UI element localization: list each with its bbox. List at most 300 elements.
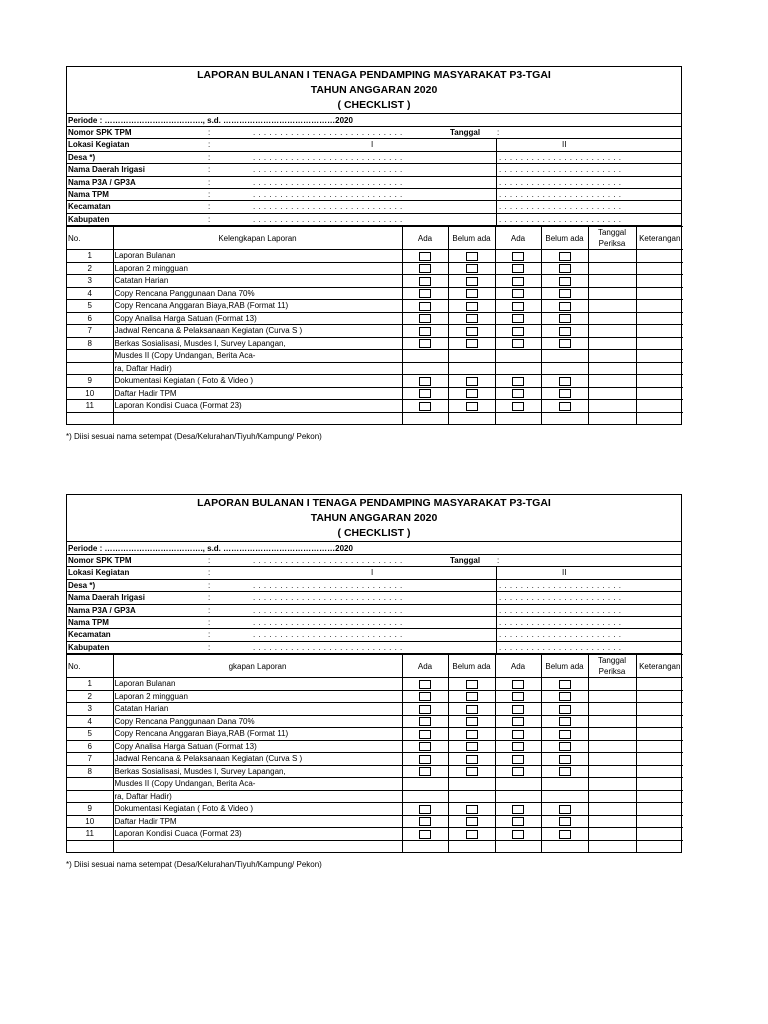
column-divider: [496, 214, 497, 225]
tpm-field-1[interactable]: . . . . . . . . . . . . . . . . . . . . . . . . . . . .: [253, 617, 403, 627]
desa-field-1[interactable]: . . . . . . . . . . . . . . . . . . . . . . . . . . . .: [253, 152, 403, 162]
checkbox-cell: [448, 815, 495, 828]
item-number: 11: [67, 828, 113, 841]
checkbox[interactable]: [466, 755, 478, 764]
table-row: [67, 715, 683, 728]
checkbox-cell: [402, 728, 448, 741]
nomor-spk-field[interactable]: . . . . . . . . . . . . . . . . . . . . . . . . . . . .: [253, 556, 403, 565]
checkbox[interactable]: [466, 817, 478, 826]
keterangan-cell[interactable]: [636, 690, 683, 703]
kabupaten-field-1[interactable]: . . . . . . . . . . . . . . . . . . . . . . . . . . . .: [253, 642, 403, 652]
item-label: Laporan 2 mingguan: [113, 690, 402, 703]
item-label: ra, Daftar Hadir): [113, 362, 402, 375]
checkbox[interactable]: [419, 402, 431, 411]
item-label: Laporan Kondisi Cuaca (Format 23): [113, 828, 402, 841]
checkbox-cell: [495, 703, 541, 716]
keterangan-cell[interactable]: [636, 400, 683, 413]
checkbox-cell: [541, 803, 588, 816]
checkbox[interactable]: [466, 680, 478, 689]
p3a-field-1[interactable]: . . . . . . . . . . . . . . . . . . . . . . . . . . . .: [253, 605, 403, 615]
checkbox[interactable]: [419, 755, 431, 764]
checkbox[interactable]: [512, 755, 524, 764]
kecamatan-row: [67, 629, 681, 641]
checkbox[interactable]: [419, 302, 431, 311]
column-divider: [496, 605, 497, 616]
checkbox[interactable]: [466, 264, 478, 273]
column-divider: [496, 642, 497, 653]
lokasi-row: [67, 567, 681, 579]
keterangan-cell[interactable]: [636, 325, 683, 338]
tanggal-periksa-cell[interactable]: [588, 300, 636, 313]
checkbox[interactable]: [512, 830, 524, 839]
kecamatan-field-1[interactable]: . . . . . . . . . . . . . . . . . . . . . . . . . . . .: [253, 630, 403, 640]
column-divider: [496, 201, 497, 212]
checkbox[interactable]: [559, 377, 571, 386]
keterangan-cell[interactable]: [636, 350, 683, 363]
checkbox[interactable]: [466, 717, 478, 726]
item-label: Catatan Harian: [113, 703, 402, 716]
p3a-field-2[interactable]: . . . . . . . . . . . . . . . . . . . . . . .: [499, 177, 622, 187]
checkbox-cell: [495, 778, 541, 791]
checkbox-cell: [495, 790, 541, 803]
keterangan-cell[interactable]: [636, 275, 683, 288]
checkbox[interactable]: [419, 730, 431, 739]
tpm-label: Nama TPM: [68, 617, 109, 627]
checkbox[interactable]: [466, 327, 478, 336]
form-subtitle: ( CHECKLIST ): [67, 98, 681, 114]
kecamatan-field-2[interactable]: . . . . . . . . . . . . . . . . . . . . . . .: [499, 630, 622, 640]
nomor-spk-row: [67, 127, 681, 139]
keterangan-cell[interactable]: [636, 778, 683, 791]
checkbox[interactable]: [466, 805, 478, 814]
colon: :: [208, 202, 211, 212]
tanggal-periksa-cell[interactable]: [588, 765, 636, 778]
checkbox[interactable]: [512, 302, 524, 311]
checkbox[interactable]: [419, 314, 431, 323]
checkbox-cell: [495, 275, 541, 288]
checkbox-cell: [495, 325, 541, 338]
table-row: [67, 400, 683, 413]
tpm-field-2[interactable]: . . . . . . . . . . . . . . . . . . . . . . .: [499, 189, 622, 199]
column-divider: [496, 617, 497, 628]
keterangan-cell[interactable]: [636, 300, 683, 313]
form-title: LAPORAN BULANAN I TENAGA PENDAMPING MASYARAKAT P3-TGAI: [197, 69, 551, 81]
table-row: [67, 690, 683, 703]
tanggal-periksa-cell[interactable]: [588, 690, 636, 703]
checkbox[interactable]: [419, 252, 431, 261]
checkbox[interactable]: [512, 730, 524, 739]
checkbox[interactable]: [419, 717, 431, 726]
column-divider: [496, 592, 497, 603]
p3a-label: Nama P3A / GP3A: [68, 177, 136, 187]
checkbox-cell: [448, 740, 495, 753]
item-label: Daftar Hadir TPM: [113, 815, 402, 828]
tanggal-periksa-cell[interactable]: [588, 728, 636, 741]
form-year: TAHUN ANGGARAN 2020: [310, 84, 438, 96]
table-row: [67, 753, 683, 766]
checkbox[interactable]: [512, 805, 524, 814]
checkbox[interactable]: [559, 767, 571, 776]
checkbox-cell: [448, 325, 495, 338]
tanggal-periksa-cell[interactable]: [588, 275, 636, 288]
item-label: Laporan Bulanan: [113, 678, 402, 691]
checkbox-cell: [541, 778, 588, 791]
checkbox-cell: [541, 300, 588, 313]
checkbox[interactable]: [559, 680, 571, 689]
checkbox[interactable]: [419, 289, 431, 298]
tanggal-periksa-cell[interactable]: [588, 250, 636, 263]
checkbox-cell: [448, 412, 495, 424]
daerah-row: [67, 164, 681, 176]
periode-field[interactable]: Periode : ………………………………., s.d. ……………………………………2020: [68, 544, 353, 553]
checkbox-cell: [402, 325, 448, 338]
daerah-field-2[interactable]: . . . . . . . . . . . . . . . . . . . . . . .: [499, 165, 622, 175]
keterangan-cell[interactable]: [636, 387, 683, 400]
keterangan-cell[interactable]: [636, 753, 683, 766]
keterangan-cell[interactable]: [636, 803, 683, 816]
checkbox-cell: [448, 840, 495, 852]
checkbox[interactable]: [466, 692, 478, 701]
checkbox[interactable]: [559, 717, 571, 726]
checkbox[interactable]: [466, 314, 478, 323]
checkbox[interactable]: [559, 252, 571, 261]
table-row: [67, 828, 683, 841]
keterangan-cell[interactable]: [636, 362, 683, 375]
checkbox[interactable]: [419, 692, 431, 701]
tpm-field-2[interactable]: . . . . . . . . . . . . . . . . . . . . . . .: [499, 617, 622, 627]
checkbox-cell: [495, 715, 541, 728]
kabupaten-field-1[interactable]: . . . . . . . . . . . . . . . . . . . . . . . . . . . .: [253, 214, 403, 224]
tanggal-periksa-cell[interactable]: [588, 337, 636, 350]
tpm-row: [67, 617, 681, 629]
keterangan-cell[interactable]: [636, 828, 683, 841]
checkbox[interactable]: [466, 289, 478, 298]
checkbox[interactable]: [512, 264, 524, 273]
checkbox[interactable]: [419, 680, 431, 689]
checkbox[interactable]: [466, 705, 478, 714]
p3a-field-1[interactable]: . . . . . . . . . . . . . . . . . . . . . . . . . . . .: [253, 177, 403, 187]
checkbox[interactable]: [419, 264, 431, 273]
checkbox[interactable]: [419, 389, 431, 398]
daerah-field-1[interactable]: . . . . . . . . . . . . . . . . . . . . . . . . . . . .: [253, 165, 403, 175]
colon: :: [497, 556, 500, 565]
checkbox[interactable]: [512, 339, 524, 348]
colon: :: [208, 128, 211, 137]
checkbox[interactable]: [512, 314, 524, 323]
checkbox-cell: [448, 337, 495, 350]
checkbox-cell: [495, 753, 541, 766]
item-label: Jadwal Rencana & Pelaksanaan Kegiatan (Curva S ): [113, 325, 402, 338]
table-row: [67, 678, 683, 691]
keterangan-cell[interactable]: [636, 703, 683, 716]
checkbox[interactable]: [512, 767, 524, 776]
colon: :: [497, 128, 500, 137]
checkbox[interactable]: [466, 742, 478, 751]
checkbox-cell: [402, 400, 448, 413]
checkbox[interactable]: [419, 327, 431, 336]
checkbox-cell: [448, 803, 495, 816]
kabupaten-field-2[interactable]: . . . . . . . . . . . . . . . . . . . . . . .: [499, 642, 622, 652]
checkbox-cell: [495, 400, 541, 413]
table-row: [67, 337, 683, 350]
column-divider: [496, 139, 497, 150]
tanggal-periksa-cell[interactable]: [588, 350, 636, 363]
checkbox-cell: [541, 325, 588, 338]
checkbox[interactable]: [559, 302, 571, 311]
checkbox[interactable]: [559, 692, 571, 701]
checkbox-cell: [402, 300, 448, 313]
location-two-label: II: [562, 568, 567, 578]
ada-column-header-2: Ada: [495, 227, 541, 250]
location-two-label: II: [562, 140, 567, 150]
keterangan-cell[interactable]: [636, 250, 683, 263]
item-number: 7: [67, 325, 113, 338]
table-row: [67, 387, 683, 400]
keterangan-cell[interactable]: [636, 765, 683, 778]
checkbox[interactable]: [512, 327, 524, 336]
colon: :: [208, 556, 211, 565]
checkbox[interactable]: [559, 277, 571, 286]
item-number: 9: [67, 375, 113, 388]
checkbox[interactable]: [559, 289, 571, 298]
checkbox[interactable]: [559, 339, 571, 348]
table-row: [67, 765, 683, 778]
checkbox-cell: [448, 703, 495, 716]
item-label: [113, 840, 402, 852]
item-label: Dokumentasi Kegiatan ( Foto & Video ): [113, 375, 402, 388]
checkbox-cell: [402, 703, 448, 716]
keterangan-cell[interactable]: [636, 790, 683, 803]
desa-field-2[interactable]: . . . . . . . . . . . . . . . . . . . . . . .: [499, 152, 622, 162]
nomor-spk-label: Nomor SPK TPM: [68, 128, 132, 137]
tanggal-periksa-cell[interactable]: [588, 815, 636, 828]
item-number: 7: [67, 753, 113, 766]
checkbox[interactable]: [419, 805, 431, 814]
checkbox[interactable]: [466, 730, 478, 739]
tanggal-periksa-cell[interactable]: [588, 325, 636, 338]
form-year: TAHUN ANGGARAN 2020: [310, 512, 438, 524]
checkbox[interactable]: [512, 692, 524, 701]
checkbox-cell: [448, 275, 495, 288]
checkbox-cell: [541, 728, 588, 741]
table-row: [67, 412, 683, 424]
checkbox-cell: [402, 412, 448, 424]
keterangan-cell[interactable]: [636, 678, 683, 691]
checkbox-cell: [448, 262, 495, 275]
checkbox-cell: [448, 300, 495, 313]
checkbox[interactable]: [559, 327, 571, 336]
tanggal-periksa-cell[interactable]: [588, 312, 636, 325]
tanggal-periksa-cell[interactable]: [588, 262, 636, 275]
tanggal-periksa-cell[interactable]: [588, 740, 636, 753]
checkbox[interactable]: [466, 830, 478, 839]
tanggal-periksa-cell[interactable]: [588, 703, 636, 716]
checkbox-cell: [495, 312, 541, 325]
keterangan-cell[interactable]: [636, 412, 683, 424]
colon: :: [208, 165, 211, 175]
checkbox[interactable]: [512, 742, 524, 751]
checklist-table: [67, 654, 683, 852]
table-row: [67, 815, 683, 828]
checkbox[interactable]: [419, 277, 431, 286]
checkbox[interactable]: [466, 402, 478, 411]
checkbox[interactable]: [559, 389, 571, 398]
form-header: [67, 495, 681, 542]
checkbox-cell: [402, 337, 448, 350]
item-label: ra, Daftar Hadir): [113, 790, 402, 803]
table-row: [67, 703, 683, 716]
checkbox-cell: [448, 375, 495, 388]
checkbox[interactable]: [559, 805, 571, 814]
tanggal-periksa-cell[interactable]: [588, 387, 636, 400]
belum-ada-column-header: Belum ada: [448, 655, 495, 678]
tanggal-periksa-cell[interactable]: [588, 715, 636, 728]
kabupaten-row: [67, 642, 681, 654]
checkbox[interactable]: [559, 705, 571, 714]
keterangan-cell[interactable]: [636, 337, 683, 350]
keterangan-cell[interactable]: [636, 312, 683, 325]
item-number: 5: [67, 728, 113, 741]
checkbox[interactable]: [512, 389, 524, 398]
checkbox[interactable]: [512, 289, 524, 298]
checkbox[interactable]: [419, 767, 431, 776]
tanggal-periksa-cell[interactable]: [588, 375, 636, 388]
keterangan-cell[interactable]: [636, 715, 683, 728]
checkbox[interactable]: [419, 705, 431, 714]
tanggal-periksa-cell[interactable]: [588, 803, 636, 816]
checkbox[interactable]: [466, 339, 478, 348]
keterangan-cell[interactable]: [636, 375, 683, 388]
periode-field[interactable]: Periode : ………………………………., s.d. ……………………………………2020: [68, 116, 353, 125]
belum-ada-column-header: Belum ada: [448, 227, 495, 250]
checkbox[interactable]: [466, 302, 478, 311]
checkbox[interactable]: [466, 377, 478, 386]
checkbox[interactable]: [512, 817, 524, 826]
kecamatan-field-2[interactable]: . . . . . . . . . . . . . . . . . . . . . . .: [499, 202, 622, 212]
tanggal-periksa-cell[interactable]: [588, 778, 636, 791]
table-row: [67, 740, 683, 753]
checkbox[interactable]: [559, 830, 571, 839]
checkbox[interactable]: [559, 742, 571, 751]
tanggal-periksa-cell[interactable]: [588, 287, 636, 300]
checkbox[interactable]: [559, 730, 571, 739]
keterangan-cell[interactable]: [636, 728, 683, 741]
desa-row: [67, 580, 681, 592]
tanggal-periksa-cell[interactable]: [588, 753, 636, 766]
lokasi-label: Lokasi Kegiatan: [68, 140, 130, 150]
checkbox[interactable]: [559, 755, 571, 764]
tanggal-periksa-cell[interactable]: [588, 362, 636, 375]
daerah-field-1[interactable]: . . . . . . . . . . . . . . . . . . . . . . . . . . . .: [253, 593, 403, 603]
keterangan-cell[interactable]: [636, 840, 683, 852]
checkbox-cell: [541, 250, 588, 263]
tanggal-periksa-column-header: Tanggal Periksa: [588, 655, 636, 678]
tanggal-periksa-cell[interactable]: [588, 828, 636, 841]
p3a-field-2[interactable]: . . . . . . . . . . . . . . . . . . . . . . .: [499, 605, 622, 615]
tpm-label: Nama TPM: [68, 189, 109, 199]
colon: :: [208, 617, 211, 627]
checkbox-cell: [541, 690, 588, 703]
nomor-spk-label: Nomor SPK TPM: [68, 556, 132, 565]
table-row: [67, 350, 683, 363]
checkbox-cell: [541, 375, 588, 388]
kecamatan-field-1[interactable]: . . . . . . . . . . . . . . . . . . . . . . . . . . . .: [253, 202, 403, 212]
table-row: [67, 362, 683, 375]
tanggal-periksa-cell[interactable]: [588, 840, 636, 852]
desa-field-1[interactable]: . . . . . . . . . . . . . . . . . . . . . . . . . . . .: [253, 580, 403, 590]
checkbox-cell: [541, 275, 588, 288]
checkbox[interactable]: [466, 252, 478, 261]
checkbox[interactable]: [559, 314, 571, 323]
checkbox-cell: [541, 753, 588, 766]
keterangan-cell[interactable]: [636, 287, 683, 300]
checkbox[interactable]: [512, 717, 524, 726]
checkbox[interactable]: [559, 817, 571, 826]
checkbox[interactable]: [419, 339, 431, 348]
checkbox[interactable]: [512, 402, 524, 411]
daerah-field-2[interactable]: . . . . . . . . . . . . . . . . . . . . . . .: [499, 593, 622, 603]
tanggal-periksa-cell[interactable]: [588, 678, 636, 691]
checkbox[interactable]: [419, 817, 431, 826]
checkbox-cell: [402, 715, 448, 728]
checkbox-cell: [541, 362, 588, 375]
checkbox-cell: [495, 375, 541, 388]
checkbox-cell: [495, 350, 541, 363]
tanggal-periksa-cell[interactable]: [588, 400, 636, 413]
checkbox[interactable]: [512, 377, 524, 386]
checkbox-cell: [495, 678, 541, 691]
column-divider: [496, 164, 497, 175]
form-subtitle: ( CHECKLIST ): [67, 526, 681, 542]
keterangan-cell[interactable]: [636, 815, 683, 828]
checkbox[interactable]: [559, 264, 571, 273]
checkbox-cell: [541, 262, 588, 275]
item-label: Jadwal Rencana & Pelaksanaan Kegiatan (Curva S ): [113, 753, 402, 766]
tanggal-periksa-cell[interactable]: [588, 790, 636, 803]
checkbox[interactable]: [419, 830, 431, 839]
item-number: 1: [67, 678, 113, 691]
nomor-spk-field[interactable]: . . . . . . . . . . . . . . . . . . . . . . . . . . . .: [253, 128, 403, 137]
colon: :: [208, 593, 211, 603]
checkbox[interactable]: [419, 377, 431, 386]
checkbox-cell: [495, 840, 541, 852]
checkbox-cell: [402, 815, 448, 828]
location-one-label: I: [371, 568, 374, 578]
checkbox[interactable]: [512, 252, 524, 261]
checkbox[interactable]: [512, 705, 524, 714]
desa-field-2[interactable]: . . . . . . . . . . . . . . . . . . . . . . .: [499, 580, 622, 590]
checkbox[interactable]: [559, 402, 571, 411]
checkbox[interactable]: [419, 742, 431, 751]
checkbox[interactable]: [512, 680, 524, 689]
p3a-label: Nama P3A / GP3A: [68, 605, 136, 615]
item-label: Copy Rencana Panggunaan Dana 70%: [113, 715, 402, 728]
item-label: Copy Rencana Anggaran Biaya,RAB (Format 11): [113, 728, 402, 741]
checkbox-cell: [402, 740, 448, 753]
kabupaten-field-2[interactable]: . . . . . . . . . . . . . . . . . . . . . . .: [499, 214, 622, 224]
tanggal-periksa-cell[interactable]: [588, 412, 636, 424]
checkbox[interactable]: [512, 277, 524, 286]
checkbox[interactable]: [466, 389, 478, 398]
tpm-field-1[interactable]: . . . . . . . . . . . . . . . . . . . . . . . . . . . .: [253, 189, 403, 199]
keterangan-cell[interactable]: [636, 740, 683, 753]
keterangan-cell[interactable]: [636, 262, 683, 275]
checkbox-cell: [448, 312, 495, 325]
item-number: 8: [67, 337, 113, 350]
checkbox-cell: [448, 728, 495, 741]
checkbox[interactable]: [466, 277, 478, 286]
checkbox[interactable]: [466, 767, 478, 776]
